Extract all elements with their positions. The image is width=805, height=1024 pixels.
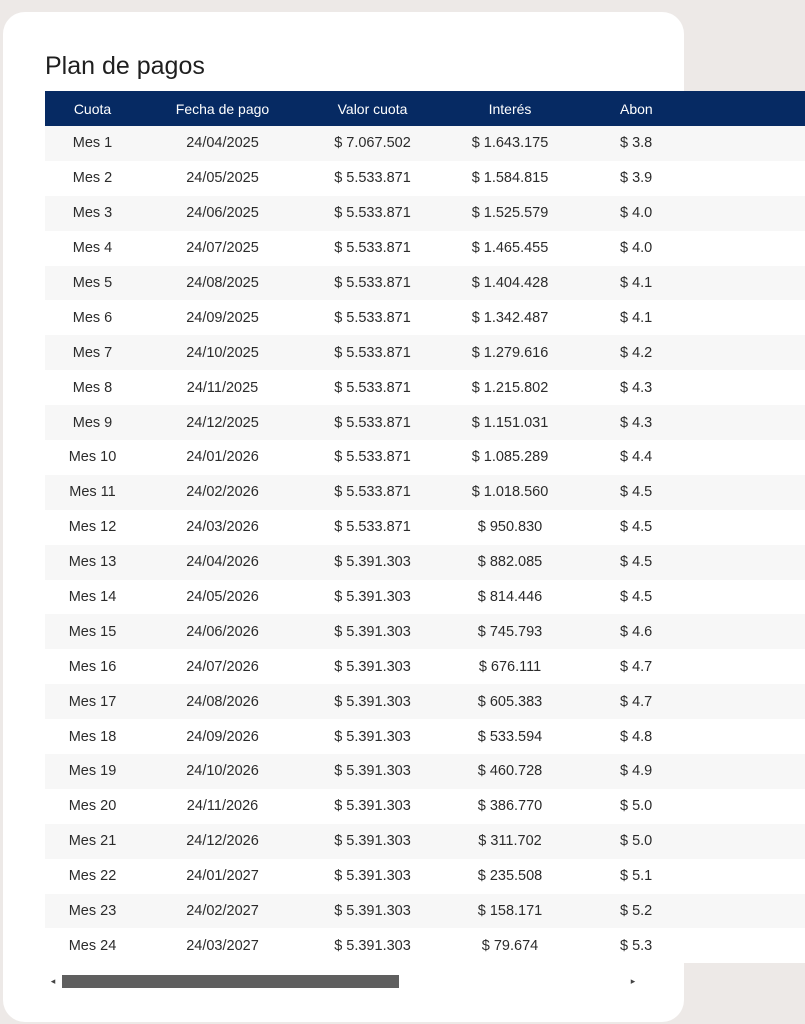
page-title: Plan de pagos: [45, 52, 205, 80]
cell-abono: $ 4.2: [620, 344, 653, 361]
table-row: [45, 475, 805, 510]
cell-fecha-de-pago: 24/07/2025: [186, 240, 259, 257]
cell-interes: $ 605.383: [477, 693, 543, 710]
cell-valor-cuota: $ 5.391.303: [334, 763, 411, 780]
cell-interes: $ 1.085.289: [471, 449, 549, 466]
table-row: [45, 440, 805, 475]
cell-cuota: Mes 7: [72, 344, 113, 361]
cell-interes: $ 79.674: [481, 937, 539, 954]
cell-abono: $ 4.4: [620, 449, 653, 466]
scroll-right-arrow-icon[interactable]: ▸: [630, 976, 636, 986]
cell-abono: $ 4.7: [620, 658, 653, 675]
cell-cuota: Mes 21: [68, 833, 117, 850]
cell-cuota: Mes 6: [72, 309, 113, 326]
cell-abono: $ 4.1: [620, 275, 653, 291]
cell-valor-cuota: $ 5.533.871: [334, 275, 411, 291]
cell-interes: $ 676.111: [478, 658, 542, 675]
cell-interes: $ 386.770: [477, 798, 543, 815]
cell-abono: $ 4.5: [620, 554, 653, 571]
cell-valor-cuota: $ 7.067.502: [334, 135, 411, 152]
table-row: [45, 894, 805, 929]
cell-valor-cuota: $ 5.391.303: [334, 693, 411, 710]
cell-interes: $ 1.525.579: [471, 205, 549, 222]
cell-fecha-de-pago: 24/06/2025: [186, 205, 259, 222]
table-row: [45, 370, 805, 405]
cell-abono: $ 4.0: [620, 240, 653, 257]
table-body: [45, 126, 805, 963]
cell-abono: $ 5.0: [620, 833, 653, 850]
cell-cuota: Mes 20: [68, 798, 117, 815]
cell-valor-cuota: $ 5.533.871: [334, 379, 411, 396]
cell-fecha-de-pago: 24/04/2025: [186, 135, 259, 152]
cell-cuota: Mes 2: [72, 170, 113, 187]
cell-cuota: Mes 8: [72, 379, 113, 396]
cell-interes: $ 1.404.428: [471, 275, 549, 291]
cell-cuota: Mes 5: [72, 275, 113, 291]
column-header-interes: Interés: [488, 100, 532, 117]
cell-valor-cuota: $ 5.391.303: [334, 589, 411, 606]
cell-valor-cuota: $ 5.533.871: [334, 240, 411, 257]
cell-valor-cuota: $ 5.533.871: [334, 309, 411, 326]
table-row: [45, 161, 805, 196]
horizontal-scrollbar[interactable]: [45, 972, 641, 990]
cell-fecha-de-pago: 24/10/2026: [186, 763, 259, 780]
cell-interes: $ 158.171: [477, 903, 543, 920]
cell-interes: $ 533.594: [477, 728, 543, 745]
cell-valor-cuota: $ 5.533.871: [334, 449, 411, 466]
cell-abono: $ 5.0: [620, 798, 653, 815]
cell-fecha-de-pago: 24/03/2026: [186, 519, 259, 536]
cell-fecha-de-pago: 24/12/2025: [186, 414, 259, 431]
cell-cuota: Mes 10: [68, 449, 117, 466]
cell-valor-cuota: $ 5.391.303: [334, 798, 411, 815]
column-header-valor-cuota: Valor cuota: [337, 100, 408, 117]
cell-interes: $ 1.018.560: [471, 484, 549, 501]
cell-interes: $ 1.465.455: [471, 240, 549, 257]
cell-cuota: Mes 3: [72, 205, 113, 222]
cell-cuota: Mes 18: [68, 728, 117, 745]
cell-fecha-de-pago: 24/10/2025: [186, 344, 259, 361]
table-row: [45, 928, 805, 963]
cell-interes: $ 1.342.487: [471, 309, 549, 326]
payment-table-viewport[interactable]: [45, 91, 653, 973]
cell-abono: $ 4.6: [620, 623, 653, 640]
cell-valor-cuota: $ 5.533.871: [334, 414, 411, 431]
table-row: [45, 859, 805, 894]
cell-interes: $ 1.215.802: [471, 379, 549, 396]
cell-cuota: Mes 22: [68, 868, 117, 885]
cell-cuota: Mes 24: [68, 937, 117, 954]
cell-fecha-de-pago: 24/01/2027: [186, 868, 259, 885]
cell-fecha-de-pago: 24/02/2026: [186, 484, 259, 501]
scroll-left-arrow-icon[interactable]: ◂: [50, 976, 56, 986]
table-row: [45, 719, 805, 754]
column-header-abono: Abon: [620, 100, 653, 117]
cell-valor-cuota: $ 5.391.303: [334, 833, 411, 850]
table-row: [45, 580, 805, 615]
cell-cuota: Mes 4: [72, 240, 113, 257]
cell-cuota: Mes 11: [69, 484, 116, 501]
payment-plan-card: [3, 12, 684, 1022]
cell-abono: $ 4.5: [620, 589, 653, 606]
column-header-fecha-de-pago: Fecha de pago: [175, 100, 270, 117]
cell-interes: $ 950.830: [477, 519, 543, 536]
cell-cuota: Mes 13: [68, 554, 117, 571]
cell-valor-cuota: $ 5.391.303: [334, 868, 411, 885]
table-header-row: [45, 91, 805, 126]
payment-schedule-table: [45, 91, 805, 963]
table-row: [45, 614, 805, 649]
cell-fecha-de-pago: 24/02/2027: [186, 903, 259, 920]
cell-valor-cuota: $ 5.391.303: [334, 903, 411, 920]
cell-interes: $ 1.643.175: [471, 135, 549, 152]
cell-abono: $ 4.0: [620, 205, 653, 222]
table-row: [45, 266, 805, 301]
cell-cuota: Mes 12: [68, 519, 117, 536]
cell-fecha-de-pago: 24/01/2026: [186, 449, 259, 466]
cell-fecha-de-pago: 24/06/2026: [186, 623, 259, 640]
cell-valor-cuota: $ 5.533.871: [334, 170, 411, 187]
cell-interes: $ 1.584.815: [471, 170, 549, 187]
cell-cuota: Mes 19: [68, 763, 117, 780]
cell-abono: $ 5.1: [620, 868, 653, 885]
cell-fecha-de-pago: 24/04/2026: [186, 554, 259, 571]
cell-abono: $ 4.3: [620, 379, 653, 396]
cell-fecha-de-pago: 24/11/2026: [186, 798, 259, 815]
cell-abono: $ 4.5: [620, 484, 653, 501]
table-row: [45, 405, 805, 440]
cell-cuota: Mes 15: [68, 623, 117, 640]
cell-interes: $ 1.151.031: [471, 414, 549, 431]
cell-valor-cuota: $ 5.533.871: [334, 205, 411, 222]
cell-interes: $ 311.702: [478, 833, 542, 850]
table-row: [45, 754, 805, 789]
cell-cuota: Mes 9: [72, 414, 113, 431]
cell-cuota: Mes 17: [68, 693, 117, 710]
cell-abono: $ 4.5: [620, 519, 653, 536]
cell-interes: $ 745.793: [477, 623, 543, 640]
cell-abono: $ 3.9: [620, 170, 653, 187]
table-row: [45, 335, 805, 370]
cell-interes: $ 1.279.616: [471, 344, 549, 361]
table-row: [45, 510, 805, 545]
cell-valor-cuota: $ 5.533.871: [334, 519, 411, 536]
cell-abono: $ 4.9: [620, 763, 653, 780]
cell-fecha-de-pago: 24/09/2025: [186, 309, 259, 326]
cell-cuota: Mes 16: [68, 658, 117, 675]
table-row: [45, 789, 805, 824]
cell-abono: $ 4.1: [620, 309, 653, 326]
cell-valor-cuota: $ 5.391.303: [334, 623, 411, 640]
cell-cuota: Mes 14: [68, 589, 117, 606]
table-row: [45, 684, 805, 719]
cell-abono: $ 3.8: [620, 135, 653, 152]
cell-interes: $ 235.508: [477, 868, 543, 885]
table-row: [45, 545, 805, 580]
table-row: [45, 231, 805, 266]
cell-cuota: Mes 23: [68, 903, 117, 920]
cell-valor-cuota: $ 5.533.871: [334, 484, 411, 501]
cell-fecha-de-pago: 24/07/2026: [186, 658, 259, 675]
cell-fecha-de-pago: 24/05/2026: [186, 589, 259, 606]
cell-interes: $ 882.085: [477, 554, 543, 571]
table-row: [45, 824, 805, 859]
column-header-cuota: Cuota: [73, 100, 112, 117]
cell-fecha-de-pago: 24/12/2026: [186, 833, 259, 850]
cell-abono: $ 4.3: [620, 414, 653, 431]
scrollbar-thumb[interactable]: [62, 975, 399, 988]
cell-fecha-de-pago: 24/05/2025: [186, 170, 259, 187]
cell-valor-cuota: $ 5.391.303: [334, 658, 411, 675]
table-row: [45, 126, 805, 161]
cell-fecha-de-pago: 24/09/2026: [186, 728, 259, 745]
table-row: [45, 649, 805, 684]
cell-valor-cuota: $ 5.391.303: [334, 937, 411, 954]
cell-fecha-de-pago: 24/08/2025: [186, 275, 259, 291]
cell-valor-cuota: $ 5.533.871: [334, 344, 411, 361]
table-row: [45, 300, 805, 335]
cell-abono: $ 5.2: [620, 903, 653, 920]
cell-valor-cuota: $ 5.391.303: [334, 554, 411, 571]
cell-valor-cuota: $ 5.391.303: [334, 728, 411, 745]
table-row: [45, 196, 805, 231]
cell-cuota: Mes 1: [72, 135, 113, 152]
cell-interes: $ 814.446: [477, 589, 543, 606]
cell-abono: $ 4.7: [620, 693, 653, 710]
cell-interes: $ 460.728: [477, 763, 543, 780]
cell-abono: $ 5.3: [620, 937, 653, 954]
cell-fecha-de-pago: 24/11/2025: [186, 379, 259, 396]
cell-fecha-de-pago: 24/08/2026: [186, 693, 259, 710]
cell-fecha-de-pago: 24/03/2027: [186, 937, 259, 954]
cell-abono: $ 4.8: [620, 728, 653, 745]
